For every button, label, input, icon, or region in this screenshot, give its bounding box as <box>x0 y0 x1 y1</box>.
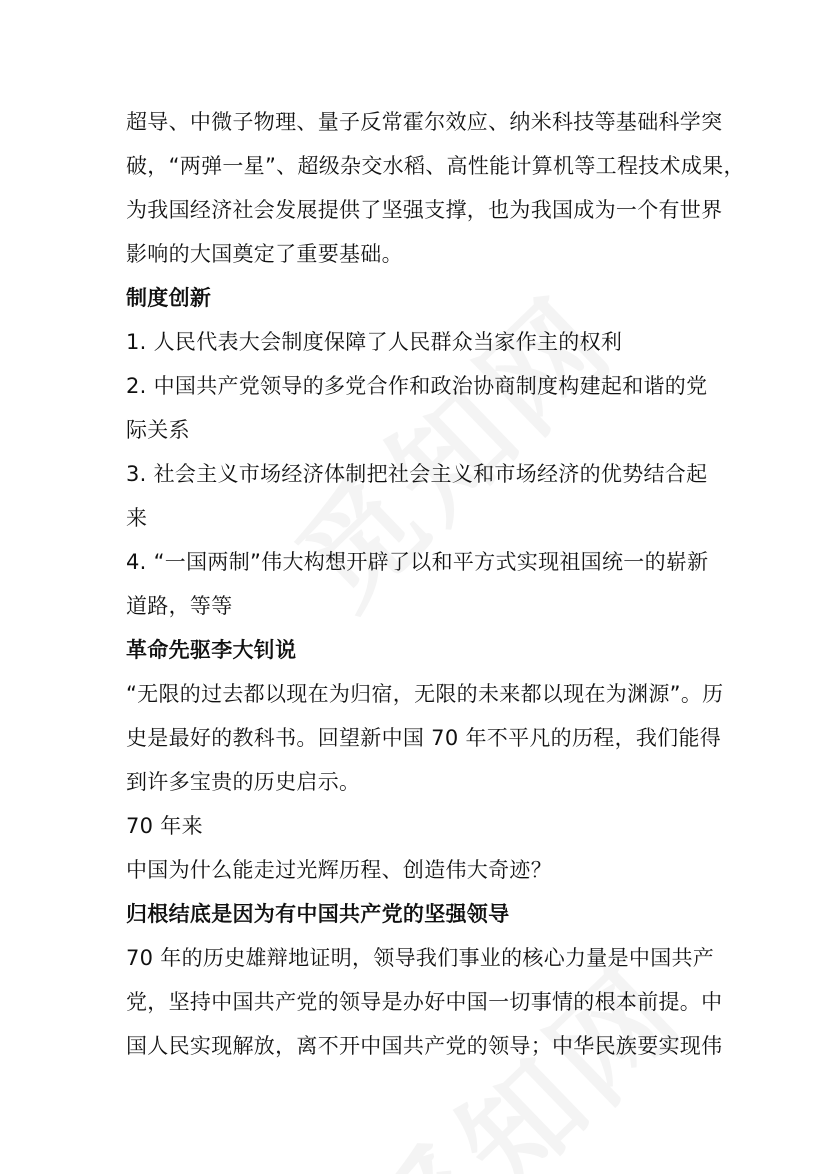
paragraph-line: 4. “一国两制”伟大构想开辟了以和平方式实现祖国统一的崭新 <box>126 550 709 574</box>
paragraph-line: 破，“两弹一星”、超级杂交水稻、高性能计算机等工程技术成果， <box>126 154 745 178</box>
paragraph-line: 国人民实现解放，离不开中国共产党的领导；中华民族要实现伟 <box>126 1034 723 1058</box>
paragraph-line: 70 年的历史雄辩地证明，领导我们事业的核心力量是中国共产 <box>126 946 715 970</box>
paragraph-line: 来 <box>126 506 148 530</box>
heading-text: 制度创新 <box>126 286 212 310</box>
paragraph-line: 3. 社会主义市场经济体制把社会主义和市场经济的优势结合起 <box>126 462 708 486</box>
paragraph-line: 影响的大国奠定了重要基础。 <box>126 242 403 266</box>
paragraph-line: 为我国经济社会发展提供了坚强支撑，也为我国成为一个有世界 <box>126 198 723 222</box>
heading-text: 革命先驱李大钊说 <box>126 638 297 662</box>
paragraph-line: 中国为什么能走过光辉历程、创造伟大奇迹？ <box>126 858 552 882</box>
paragraph-line: 党，坚持中国共产党的领导是办好中国一切事情的根本前提。中 <box>126 990 723 1014</box>
paragraph-line: 1. 人民代表大会制度保障了人民群众当家作主的权利 <box>126 330 623 354</box>
paragraph-line: 超导、中微子物理、量子反常霍尔效应、纳米科技等基础科学突 <box>126 110 723 134</box>
paragraph <box>126 848 716 892</box>
section-heading <box>126 892 716 936</box>
section-heading <box>126 628 716 672</box>
paragraph-line: 道路，等等 <box>126 594 233 618</box>
paragraph <box>126 804 716 848</box>
paragraph <box>126 540 716 628</box>
paragraph-line: 70 年来 <box>126 814 203 838</box>
paragraph <box>126 364 716 452</box>
heading-text: 归根结底是因为有中国共产党的坚强领导 <box>126 902 510 926</box>
paragraph <box>126 100 745 276</box>
paragraph <box>126 672 724 804</box>
section-heading <box>126 276 716 320</box>
paragraph <box>126 320 716 364</box>
paragraph-line: “无限的过去都以现在为归宿，无限的未来都以现在为渊源”。历 <box>126 682 724 706</box>
paragraph <box>126 936 723 1068</box>
paragraph-line: 2. 中国共产党领导的多党合作和政治协商制度构建起和谐的党 <box>126 374 708 398</box>
paragraph <box>126 452 716 540</box>
document-body <box>126 100 745 1068</box>
paragraph-line: 际关系 <box>126 418 190 442</box>
paragraph-line: 史是最好的教科书。回望新中国 70 年不平凡的历程，我们能得 <box>126 726 722 750</box>
paragraph-line: 到许多宝贵的历史启示。 <box>126 770 361 794</box>
